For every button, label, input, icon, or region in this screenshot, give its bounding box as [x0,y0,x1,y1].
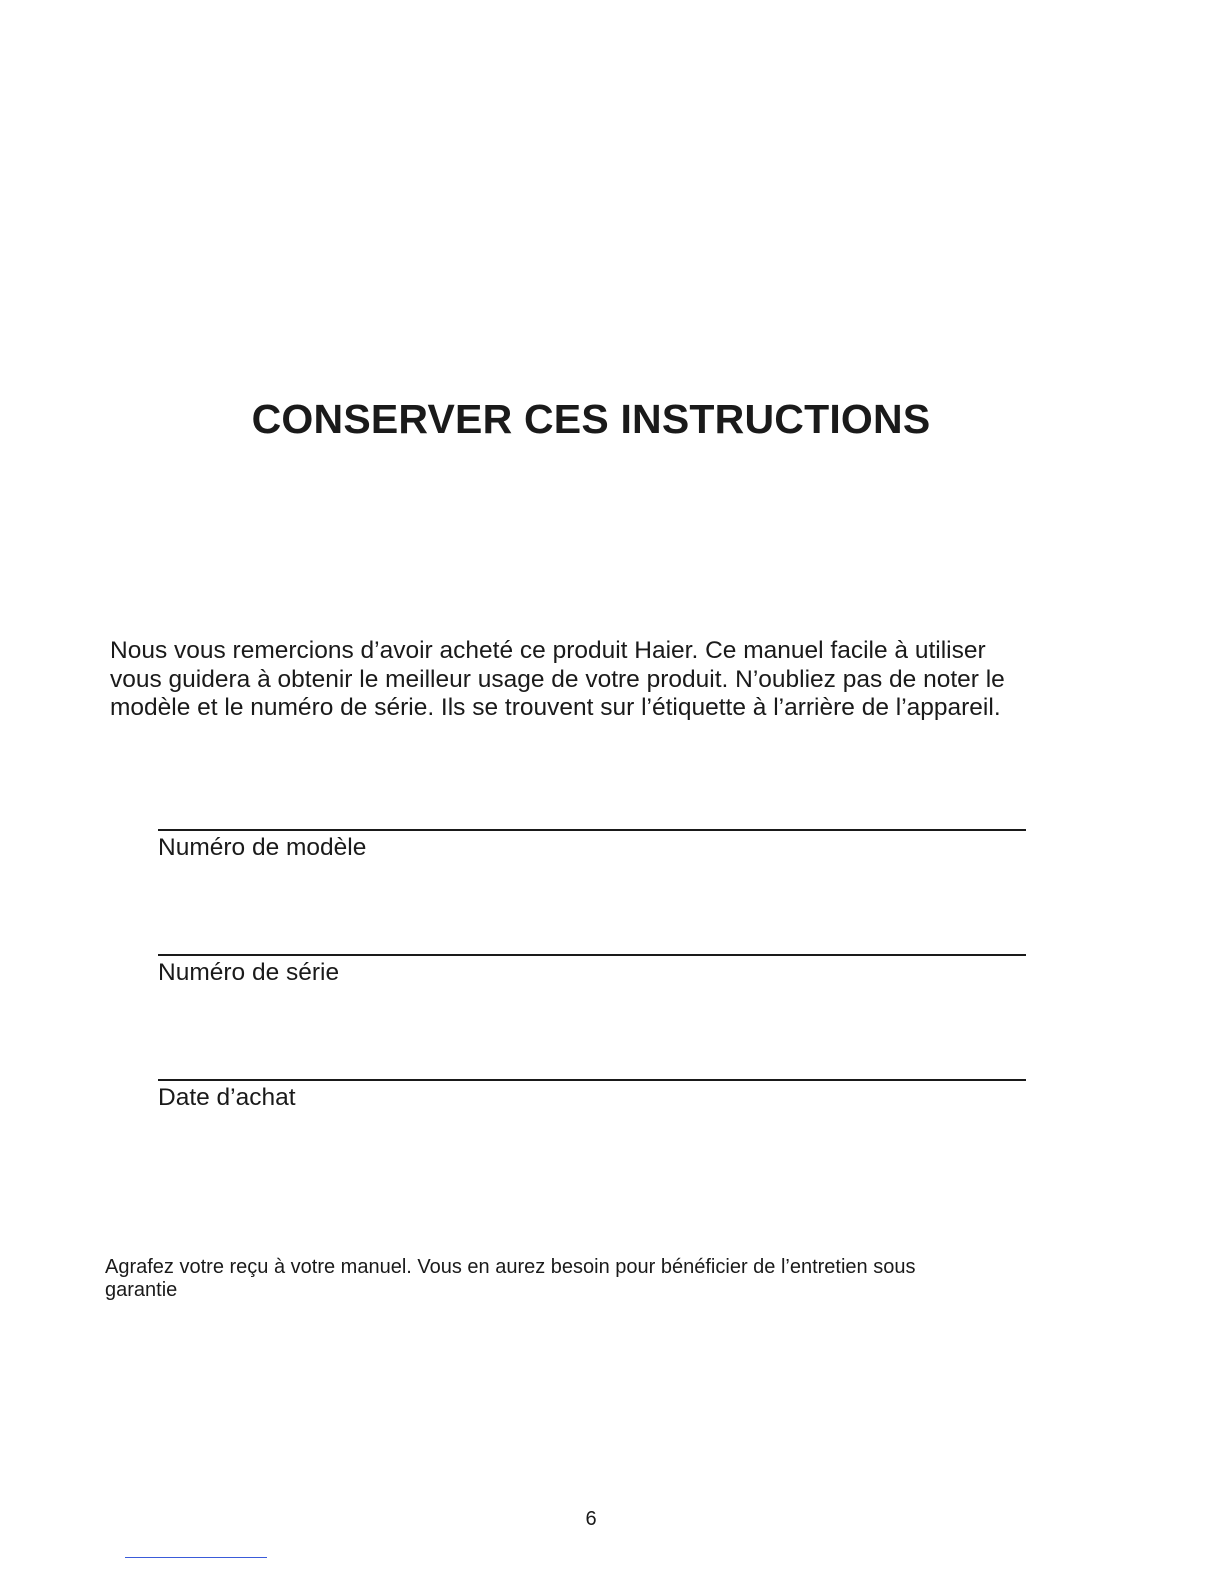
purchase-date-line [158,1079,1026,1081]
intro-paragraph [110,637,1100,723]
intro-line: vous guidera à obtenir le meilleur usage de votre produit. N’oubliez pas de noter le [110,665,1005,693]
page-number: 6 [585,1508,597,1530]
serial-number-line [158,954,1026,956]
intro-line: Nous vous remercions d’avoir acheté ce produit Haier. Ce manuel facile à utiliser [110,637,986,664]
model-number-line [158,829,1026,831]
page-title: CONSERVER CES INSTRUCTIONS [251,396,931,442]
receipt-note [105,1256,1065,1302]
link-underline [125,1557,267,1558]
intro-line: modèle et le numéro de série. Ils se trouvent sur l’étiquette à l’arrière de l’appareil. [110,694,1001,721]
model-number-field[interactable] [158,829,1026,863]
purchase-date-field[interactable] [158,1079,1026,1113]
serial-number-field[interactable] [158,954,1026,988]
receipt-note-line: garantie [105,1279,178,1301]
purchase-date-label: Date d’achat [158,1084,296,1111]
serial-number-label: Numéro de série [158,959,340,986]
receipt-note-line: Agrafez votre reçu à votre manuel. Vous en aurez besoin pour bénéficier de l’entretien sous [105,1256,916,1278]
model-number-label: Numéro de modèle [158,834,367,861]
